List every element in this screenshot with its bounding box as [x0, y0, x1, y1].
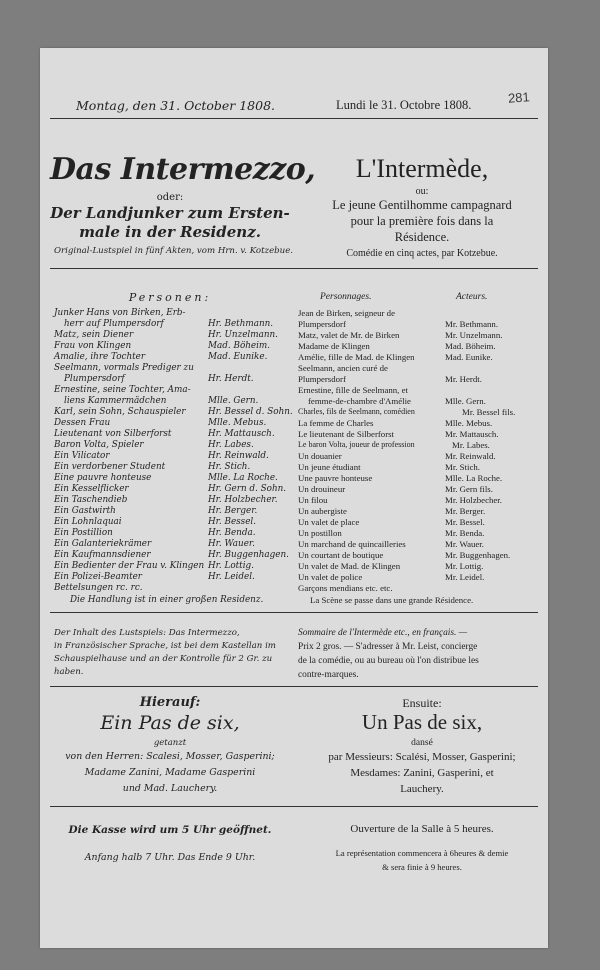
cast-role-german: Ein Kesselflicker [54, 484, 129, 494]
cast-role-french: Madame de Klingen [298, 341, 370, 351]
cast-role-german: Ein Galanteriekrämer [54, 539, 152, 549]
cast-actor-german: Hr. Gern d. Sohn. [208, 484, 287, 494]
getanzt-label: getanzt [153, 738, 187, 748]
cast-role-french: Garçons mendians etc. etc. [298, 583, 393, 593]
cast-actor-german: Hr. Buggenhagen. [208, 550, 289, 560]
notice-german-4: haben. [54, 667, 84, 677]
cast-actor-french: Mr. Bethmann. [445, 319, 499, 329]
cast-actor-french: Mr. Unzelmann. [445, 330, 503, 340]
dancers-german-2: Madame Zanini, Madame Gasperini [84, 767, 256, 778]
cast-role-french: Le lieutenant de Silberforst [298, 429, 395, 439]
setting-german: Die Handlung ist in einer großen Residenz. [70, 595, 264, 605]
title-rule [50, 268, 538, 269]
cast-role-french: Matz, valet de Mr. de Birken [298, 330, 400, 340]
notice-french-3: de la comédie, ou au bureau où l'on distribue les [298, 656, 479, 666]
cast-role-german: Seelmann, vormals Prediger zu [54, 363, 194, 373]
cast-actor-french: Mr. Reinwald. [445, 451, 496, 461]
ensuite-label: Ensuite: [402, 696, 442, 710]
cast-role-french: Un douanier [298, 451, 342, 461]
dancers-french-3: Lauchery. [400, 783, 444, 795]
cast-role-french: Un courtant de boutique [298, 550, 384, 560]
cast-actor-french: Mr. Mattausch. [445, 429, 499, 439]
cast-actor-german: Mlle. Mebus. [208, 418, 267, 428]
box-office-french: Ouverture de la Salle à 5 heures. [350, 823, 494, 835]
cast-actor-french: Mr. Leidel. [445, 572, 485, 582]
cast-role-french: Un marchand de quincailleries [298, 539, 406, 549]
notice-french-1: Sommaire de l'Intermède etc., en français. — [298, 628, 468, 638]
dancers-french-1: par Messieurs: Scalési, Mosser, Gasperini; [328, 751, 516, 763]
cast-role-german: Baron Volta, Spieler [54, 440, 144, 450]
notice-german-1: Der Inhalt des Lustspiels: Das Intermezzo, [54, 628, 240, 638]
cast-actor-french: Mad. Böheim. [445, 341, 496, 351]
cast-actor-french: Mr. Herdt. [445, 374, 482, 384]
cast-actor-german: Hr. Bessel d. Sohn. [208, 407, 293, 417]
cast-actor-german: Hr. Bessel. [208, 517, 257, 527]
cast-role-french: La femme de Charles [298, 418, 374, 428]
cast-role-french: Un aubergiste [298, 506, 347, 516]
cast-role-german: Junker Hans von Birken, Erb- [54, 308, 186, 318]
ou-label: ou: [415, 186, 429, 197]
cast-actor-german: Hr. Reinwald. [208, 451, 269, 461]
subtitle-french-1: Le jeune Gentilhomme campagnard [332, 198, 512, 212]
cast-role-german: Ein Kaufmannsdiener [54, 550, 151, 560]
cast-role-french: Seelmann, ancien curé de [298, 363, 388, 373]
cast-actor-french: Mr. Labes. [452, 440, 490, 450]
cast-role-french: Plumpersdorf [298, 319, 346, 329]
cast-heading-actors-french: Acteurs. [456, 292, 488, 302]
cast-role-german: Ein Vilicator [54, 451, 110, 461]
notice-rule [50, 686, 538, 687]
cast-role-french: Le baron Volta, joueur de profession [298, 440, 415, 449]
cast-actor-german: Hr. Unzelmann. [208, 330, 278, 340]
subtitle-german-1: Der Landjunker zum Ersten- [50, 204, 290, 222]
cast-actor-german: Hr. Lottig. [208, 561, 254, 571]
cast-role-german: herr auf Plumpersdorf [64, 319, 164, 329]
oder-label: oder: [156, 192, 184, 203]
cast-role-french: Ernestine, fille de Seelmann, et [298, 385, 408, 395]
date-french: Lundi le 31. Octobre 1808. [336, 98, 472, 112]
notice-french-2: Prix 2 gros. — S'adresser à Mr. Leist, concierge [298, 642, 478, 652]
cast-actor-french: Mr. Benda. [445, 528, 485, 538]
box-office-german: Die Kasse wird um 5 Uhr geöffnet. [68, 824, 272, 836]
cast-actor-german: Mad. Böheim. [208, 341, 271, 351]
ballet-title-german: Ein Pas de six, [100, 712, 240, 734]
cast-role-french: Un valet de place [298, 517, 360, 527]
subtitle-german-2: male in der Residenz. [79, 223, 261, 241]
cast-actor-french: Mlle. Gern. [445, 396, 486, 406]
cast-actor-german: Hr. Labes. [208, 440, 254, 450]
archive-stamp: 281 [507, 89, 531, 106]
subtitle-french-2: pour la première fois dans la [350, 214, 494, 228]
cast-actor-german: Hr. Stich. [208, 462, 251, 472]
cast-role-german: Ein Lohnlaquai [54, 517, 122, 527]
cast-role-french: Amélie, fille de Mad. de Klingen [298, 352, 415, 362]
cast-actor-french: Mlle. Mebus. [445, 418, 493, 428]
cast-role-french: Un valet de police [298, 572, 363, 582]
cast-actor-french: Mr. Stich. [445, 462, 480, 472]
cast-role-german: Frau von Klingen [54, 341, 132, 351]
genre-french: Comédie en cinq actes, par Kotzebue. [346, 248, 498, 259]
cast-actor-french: Mad. Eunike. [445, 352, 493, 362]
cast-actor-french: Mr. Gern fils. [445, 484, 493, 494]
cast-role-german: Dessen Frau [54, 418, 111, 428]
cast-actor-german: Hr. Benda. [208, 528, 256, 538]
cast-heading-german: Personen: [128, 291, 212, 304]
hierauf-label: Hierauf: [139, 695, 201, 710]
dancers-german-3: und Mad. Lauchery. [122, 783, 218, 794]
header-rule [50, 118, 538, 119]
cast-actor-german: Hr. Mattausch. [208, 429, 275, 439]
cast-role-german: Ein Postillion [54, 528, 113, 538]
cast-role-french: Charles, fils de Seelmann, comédien [298, 407, 415, 416]
date-german: Montag, den 31. October 1808. [76, 98, 276, 113]
cast-actor-french: Mr. Buggenhagen. [445, 550, 511, 560]
cast-role-french: Jean de Birken, seigneur de [298, 308, 395, 318]
genre-german: Original-Lustspiel in fünf Akten, vom Hrn. v. Kotzebue. [54, 246, 294, 256]
cast-role-german: Ein verdorbener Student [54, 462, 166, 472]
cast-actor-french: Mr. Holzbecher. [445, 495, 502, 505]
cast-actor-french: Mr. Wauer. [445, 539, 484, 549]
cast-actor-german: Mlle. La Roche. [208, 473, 278, 483]
cast-actor-french: Mlle. La Roche. [445, 473, 503, 483]
cast-role-german: Eine pauvre honteuse [54, 473, 152, 483]
cast-role-german: Ein Gastwirth [54, 506, 116, 516]
cast-role-french: Un filou [298, 495, 328, 505]
cast-actor-german: Mad. Eunike. [208, 352, 268, 362]
cast-role-french: Plumpersdorf [298, 374, 346, 384]
cast-actor-german: Hr. Wauer. [208, 539, 255, 549]
cast-actor-french: Mr. Bessel fils. [462, 407, 516, 417]
cast-role-german: Amalie, ihre Tochter [54, 352, 146, 362]
cast-heading-roles-french: Personnages. [320, 292, 372, 302]
end-french: & sera finie à 9 heures. [382, 862, 462, 872]
cast-actor-french: Mr. Bessel. [445, 517, 485, 527]
title-french: L'Intermède, [355, 154, 489, 183]
cast-role-german: Ein Polizei-Beamter [54, 572, 143, 582]
cast-role-german: Ein Taschendieb [54, 495, 128, 505]
cast-role-german: Karl, sein Sohn, Schauspieler [54, 407, 186, 417]
start-french: La représentation commencera à 6heures & demie [335, 848, 509, 858]
cast-role-french: Un valet de Mad. de Klingen [298, 561, 401, 571]
cast-role-german: liens Kammermädchen [64, 396, 167, 406]
cast-role-german: Matz, sein Diener [54, 330, 134, 340]
cast-actor-german: Hr. Holzbecher. [208, 495, 278, 505]
cast-role-french: Un jeune étudiant [298, 462, 361, 472]
notice-german-2: in Französischer Sprache, ist bei dem Kastellan im [54, 641, 276, 651]
setting-french: La Scène se passe dans une grande Résidence. [310, 595, 474, 605]
cast-actor-french: Mr. Lottig. [445, 561, 484, 571]
danse-label: dansé [411, 738, 433, 748]
start-end-german: Anfang halb 7 Uhr. Das Ende 9 Uhr. [84, 852, 256, 863]
cast-role-french: Une pauvre honteuse [298, 473, 373, 483]
cast-actor-german: Hr. Leidel. [208, 572, 255, 582]
cast-rule [50, 612, 538, 613]
title-german: Das Intermezzo, [50, 152, 316, 187]
cast-role-german: Ein Bedienter der Frau v. Klingen [54, 561, 205, 571]
notice-french-4: contre-marques. [298, 670, 359, 680]
cast-role-french: femme-de-chambre d'Amélie [308, 396, 411, 406]
cast-role-french: Un drouineur [298, 484, 346, 494]
notice-german-3: Schauspielhause und an der Kontrolle für 2 Gr. zu [54, 654, 273, 664]
cast-actor-german: Hr. Herdt. [208, 374, 254, 384]
cast-actor-german: Mlle. Gern. [208, 396, 259, 406]
subtitle-french-3: Résidence. [394, 230, 450, 244]
ballet-rule [50, 806, 538, 807]
cast-actor-german: Hr. Berger. [208, 506, 258, 516]
cast-actor-french: Mr. Berger. [445, 506, 486, 516]
cast-role-french: Un postillon [298, 528, 342, 538]
dancers-german-1: von den Herren: Scalesi, Mosser, Gasperini; [65, 751, 275, 762]
cast-actor-german: Hr. Bethmann. [208, 319, 274, 329]
cast-role-german: Plumpersdorf [64, 374, 125, 384]
dancers-french-2: Mesdames: Zanini, Gasperini, et [350, 767, 494, 779]
cast-role-german: Lieutenant von Silberforst [54, 429, 172, 439]
ballet-title-french: Un Pas de six, [361, 710, 483, 734]
cast-role-german: Ernestine, seine Tochter, Ama- [54, 385, 191, 395]
cast-role-german: Bettelsungen rc. rc. [54, 583, 143, 593]
playbill-sheet [40, 48, 548, 948]
